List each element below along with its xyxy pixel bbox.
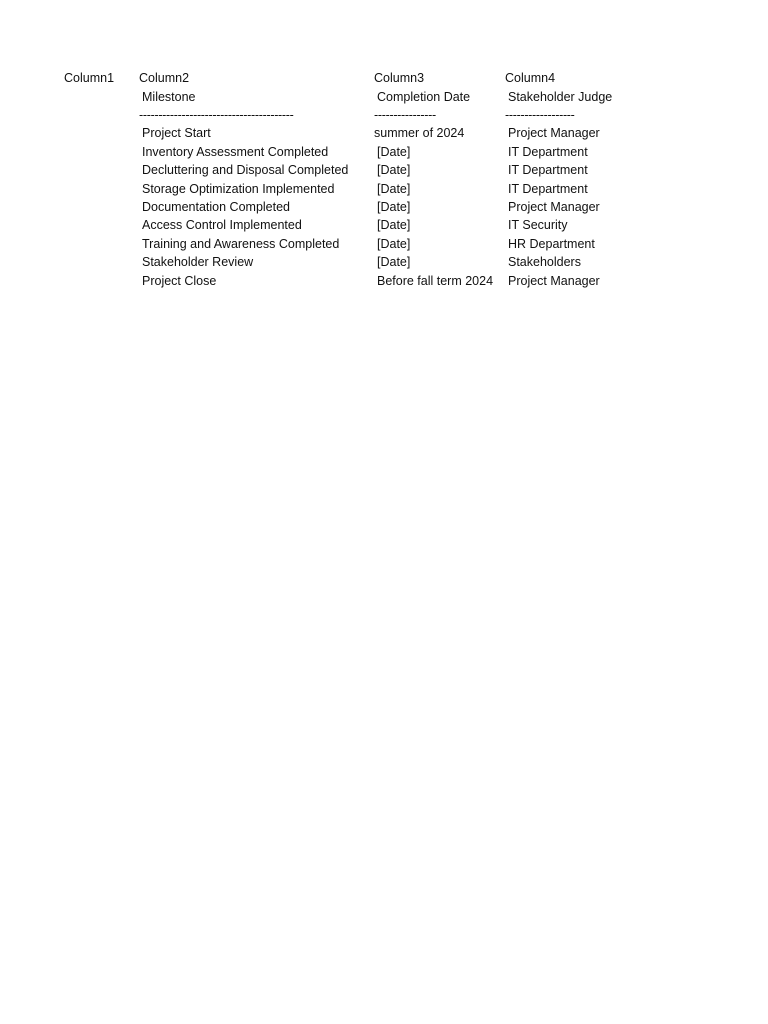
table-row <box>0 143 768 161</box>
subheader-row <box>0 88 768 106</box>
date-cell[interactable]: [Date] <box>377 218 411 232</box>
stakeholder-cell[interactable]: IT Security <box>508 218 568 232</box>
table-row <box>0 216 768 234</box>
column4-header[interactable]: Column4 <box>505 71 556 85</box>
milestone-cell[interactable]: Decluttering and Disposal Completed <box>142 163 349 177</box>
milestone-cell[interactable]: Project Start <box>142 126 211 140</box>
stakeholder-cell[interactable]: Project Manager <box>508 274 600 288</box>
stakeholder-cell[interactable]: Project Manager <box>508 200 600 214</box>
completion-date-heading[interactable]: Completion Date <box>377 90 471 104</box>
milestone-heading[interactable]: Milestone <box>142 90 196 104</box>
milestone-cell[interactable]: Access Control Implemented <box>142 218 302 232</box>
stakeholder-judge-heading[interactable]: Stakeholder Judge <box>508 90 613 104</box>
stakeholder-cell[interactable]: IT Department <box>508 182 588 196</box>
separator-row <box>0 106 768 124</box>
column3-header[interactable]: Column3 <box>374 71 425 85</box>
milestone-cell[interactable]: Stakeholder Review <box>142 255 254 269</box>
date-cell[interactable]: Before fall term 2024 <box>377 274 494 288</box>
date-cell[interactable]: [Date] <box>377 145 411 159</box>
table-row <box>0 124 768 142</box>
date-cell[interactable]: [Date] <box>377 163 411 177</box>
table-row <box>0 161 768 179</box>
stakeholder-cell[interactable]: HR Department <box>508 237 595 251</box>
table-row <box>0 272 768 290</box>
header-row <box>0 69 768 87</box>
date-cell[interactable]: [Date] <box>377 182 411 196</box>
stakeholder-cell[interactable]: IT Department <box>508 163 588 177</box>
date-cell[interactable]: summer of 2024 <box>374 126 465 140</box>
table-row <box>0 198 768 216</box>
stakeholder-cell[interactable]: IT Department <box>508 145 588 159</box>
milestone-cell[interactable]: Inventory Assessment Completed <box>142 145 329 159</box>
date-separator[interactable]: ---------------- <box>374 108 436 122</box>
table-row <box>0 253 768 271</box>
column2-header[interactable]: Column2 <box>139 71 190 85</box>
milestone-cell[interactable]: Project Close <box>142 274 217 288</box>
milestone-cell[interactable]: Training and Awareness Completed <box>142 237 340 251</box>
date-cell[interactable]: [Date] <box>377 200 411 214</box>
milestone-cell[interactable]: Documentation Completed <box>142 200 290 214</box>
date-cell[interactable]: [Date] <box>377 237 411 251</box>
table-row <box>0 180 768 198</box>
stakeholder-separator[interactable]: ------------------ <box>505 108 575 122</box>
stakeholder-cell[interactable]: Stakeholders <box>508 255 581 269</box>
column1-header[interactable]: Column1 <box>64 71 115 85</box>
stakeholder-cell[interactable]: Project Manager <box>508 126 600 140</box>
milestone-cell[interactable]: Storage Optimization Implemented <box>142 182 335 196</box>
table-row <box>0 235 768 253</box>
date-cell[interactable]: [Date] <box>377 255 411 269</box>
milestone-separator[interactable]: ---------------------------------------- <box>139 108 294 122</box>
